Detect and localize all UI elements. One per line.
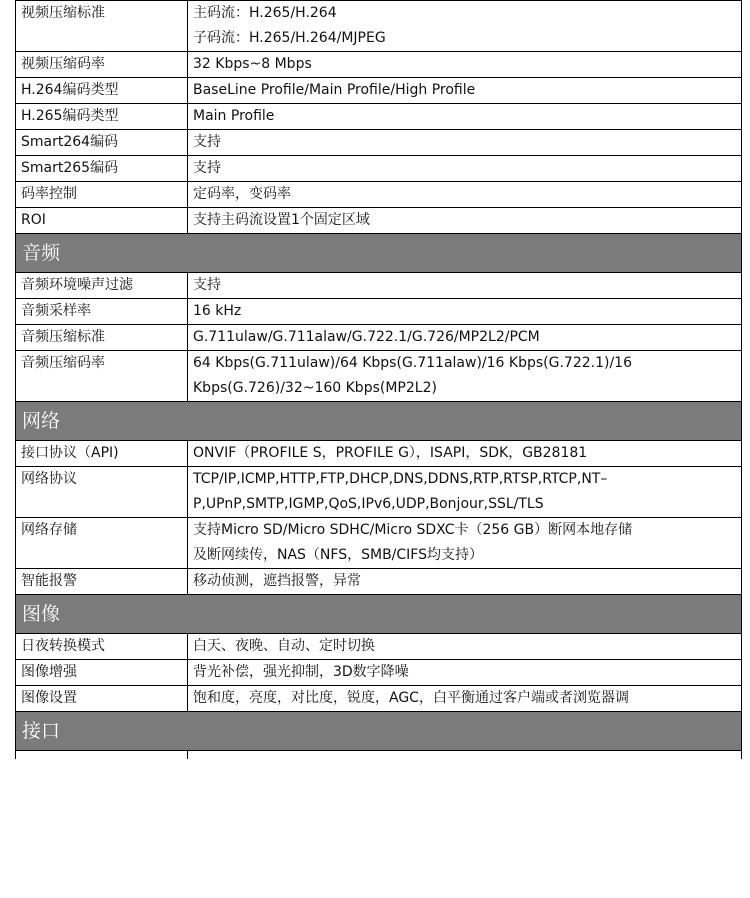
spec-row (16, 351, 742, 402)
spec-value-line: 饱和度，亮度，对比度，锐度，AGC，白平衡通过客户端或者浏览器调 (193, 690, 629, 706)
section-title: 网络 (16, 402, 742, 441)
spec-value-line: 支持Micro SD/Micro SDHC/Micro SDXC卡（256 GB）断网本地存储 (193, 522, 633, 538)
spec-label: H.265编码类型 (16, 104, 188, 130)
spec-row (16, 104, 742, 130)
spec-value-line: 16 kHz (193, 303, 242, 319)
spec-label: 图像设置 (16, 686, 188, 712)
spec-label: 码率控制 (16, 182, 188, 208)
spec-label: 音频环境噪声过滤 (16, 273, 188, 299)
spec-row (16, 686, 742, 712)
spec-row (16, 130, 742, 156)
spec-row (16, 569, 742, 595)
spec-row (16, 660, 742, 686)
spec-value (188, 686, 742, 712)
spec-row (16, 634, 742, 660)
spec-value (188, 518, 742, 569)
spec-value-line: 32 Kbps~8 Mbps (193, 56, 312, 72)
section-header-audio (16, 234, 742, 273)
spec-label: 网络协议 (16, 467, 188, 518)
spec-label: 音频压缩码率 (16, 351, 188, 402)
spec-value-line: 及断网续传，NAS（NFS，SMB/CIFS均支持） (193, 547, 483, 563)
spec-row (16, 78, 742, 104)
section-title: 接口 (16, 712, 742, 751)
spec-value (188, 130, 742, 156)
spec-value-line: 支持 (193, 160, 221, 176)
spec-label: 接口协议（API) (16, 441, 188, 467)
spec-label: 音频压缩标准 (16, 325, 188, 351)
spec-value (188, 273, 742, 299)
spec-value-line: 64 Kbps(G.711ulaw)/64 Kbps(G.711alaw)/16 Kbps(G.722.1)/16 (193, 355, 632, 371)
section-title: 图像 (16, 595, 742, 634)
spec-value-line: 移动侦测，遮挡报警，异常 (193, 573, 361, 589)
spec-value (188, 660, 742, 686)
spec-table (15, 0, 742, 759)
spec-row (16, 156, 742, 182)
spec-row (16, 518, 742, 569)
spec-row (16, 182, 742, 208)
spec-label: Smart264编码 (16, 130, 188, 156)
spec-value-line: G.711ulaw/G.711alaw/G.722.1/G.726/MP2L2/PCM (193, 329, 540, 345)
spec-label: H.264编码类型 (16, 78, 188, 104)
spec-value-line: TCP/IP,ICMP,HTTP,FTP,DHCP,DNS,DDNS,RTP,RTSP,RTCP,NT– (193, 471, 608, 487)
spec-label: 智能报警 (16, 569, 188, 595)
spec-row (16, 325, 742, 351)
spec-value (188, 325, 742, 351)
section-header-image (16, 595, 742, 634)
spec-value (188, 467, 742, 518)
spec-value-line: 支持 (193, 277, 221, 293)
spec-label: 日夜转换模式 (16, 634, 188, 660)
spec-value (188, 156, 742, 182)
spec-value-line: Main Profile (193, 108, 275, 124)
spec-label: 网络存储 (16, 518, 188, 569)
spec-label-empty (16, 751, 188, 760)
spec-value (188, 1, 742, 52)
spec-value (188, 441, 742, 467)
section-title: 音频 (16, 234, 742, 273)
spec-label: 音频采样率 (16, 299, 188, 325)
spec-value (188, 299, 742, 325)
spec-row (16, 299, 742, 325)
spec-value-line: P,UPnP,SMTP,IGMP,QoS,IPv6,UDP,Bonjour,SSL/TLS (193, 496, 544, 512)
spec-sheet (15, 0, 735, 759)
spec-row-cutoff (16, 751, 742, 760)
spec-value-line: 支持 (193, 134, 221, 150)
spec-value-empty (188, 751, 742, 760)
section-header-network (16, 402, 742, 441)
spec-row (16, 1, 742, 52)
spec-value (188, 634, 742, 660)
spec-value-line: 主码流：H.265/H.264 (193, 5, 337, 21)
section-header-interface (16, 712, 742, 751)
spec-label: 图像增强 (16, 660, 188, 686)
spec-value-line: 子码流：H.265/H.264/MJPEG (193, 30, 386, 46)
spec-label: Smart265编码 (16, 156, 188, 182)
spec-value (188, 569, 742, 595)
spec-value-line: 支持主码流设置1个固定区域 (193, 212, 370, 228)
spec-value-line: 背光补偿，强光抑制，3D数字降噪 (193, 664, 409, 680)
spec-value-line: 定码率，变码率 (193, 186, 291, 202)
spec-value (188, 52, 742, 78)
spec-value (188, 351, 742, 402)
spec-value (188, 182, 742, 208)
spec-row (16, 52, 742, 78)
spec-label: 视频压缩码率 (16, 52, 188, 78)
spec-row (16, 208, 742, 234)
spec-label: ROI (16, 208, 188, 234)
spec-row (16, 273, 742, 299)
spec-value (188, 104, 742, 130)
spec-value (188, 208, 742, 234)
spec-row (16, 467, 742, 518)
spec-value-line: Kbps(G.726)/32~160 Kbps(MP2L2) (193, 380, 437, 396)
spec-value-line: 白天、夜晚、自动、定时切换 (193, 638, 375, 654)
spec-value-line: BaseLine Profile/Main Profile/High Profile (193, 82, 476, 98)
spec-row (16, 441, 742, 467)
spec-value (188, 78, 742, 104)
spec-value-line: ONVIF（PROFILE S，PROFILE G），ISAPI，SDK，GB28181 (193, 445, 588, 461)
spec-label: 视频压缩标准 (16, 1, 188, 52)
